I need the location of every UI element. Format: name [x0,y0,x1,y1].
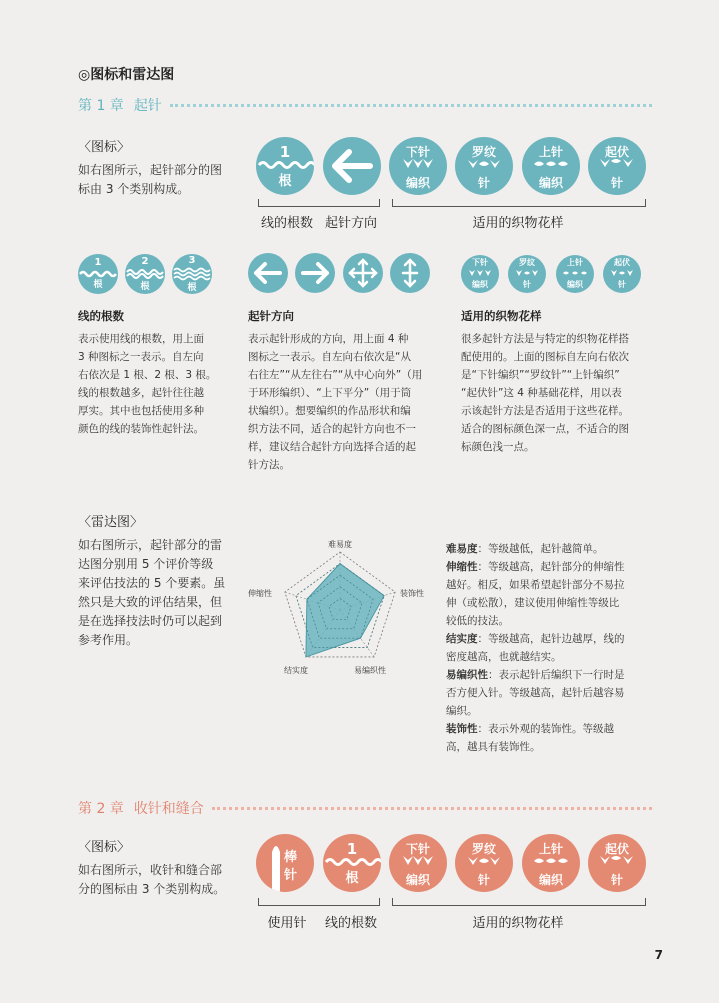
radar-explanation [446,540,661,756]
reverse-stockinette-icon [522,137,580,195]
icons2-intro-line2: 分的图标由 3 个类别构成。 [78,882,226,896]
yarn-count-coral-unit: 根 [345,871,359,886]
caption-pattern: 适用的织物花样 [472,216,564,231]
stockinette-small-label1: 下针 [472,258,488,267]
radar-term-desc: ：等级越低，起针越简单。 [477,543,604,555]
rib-icon [455,137,513,195]
garter-small-label2: 针 [618,280,626,289]
rib-small-label1: 罗纹 [519,258,535,267]
col3-line: 标颜色浅一点。 [461,441,535,453]
reverse-stockinette-label2: 编织 [538,176,563,190]
bracket-pattern-2 [392,898,646,906]
radar-intro-line: 如右图所示，起针部分的雷 [78,538,223,552]
yarn-3-unit: 根 [187,283,197,293]
radar-term-desc: 否方便入针。等级越高，起针后越容易 [446,687,625,699]
yarn-3-small-icon [172,254,212,294]
col3-text [461,330,661,456]
radar-intro-line: 达图分别用 5 个评价等级 [78,557,214,571]
yarn-3-number: 3 [188,255,196,266]
rib-coral-icon [455,834,513,892]
caption-pattern-2: 适用的织物花样 [472,916,564,931]
garter-small-label1: 起伏 [614,258,630,267]
radar-term-desc: ：等级越高，起针边越厚，线的 [477,633,625,645]
rib-coral-label2: 针 [477,873,490,887]
bracket-needle-yarn [258,898,380,906]
stockinette-small-icon [461,255,499,293]
bracket-yarn-direction [258,199,380,207]
radar-term-desc: 高，越具有装饰性。 [446,741,541,753]
stockinette-coral-icon [389,834,447,892]
col2-heading: 起针方向 [248,309,294,323]
col2-line: 图标之一表示。自左向右依次是“从 [248,351,411,363]
yarn-2-small-icon [125,254,165,294]
garter-label2: 针 [610,176,623,190]
col2-line: 右往左”“从左往右”“从中心向外”（用 [248,369,423,381]
needle-label2: 针 [284,868,298,883]
garter-coral-label2: 针 [610,873,623,887]
col3-line: 很多起针方法是与特定的织物花样搭 [461,333,629,345]
chapter-2-header [78,798,652,818]
rib-small-label2: 针 [523,280,531,289]
radar-intro-line: 来评估技法的 5 个要素。虽 [78,576,226,590]
radar-term-desc: 伸（或松散），建议使用伸缩性等级比 [446,597,620,609]
reverse-stockinette-label1: 上针 [538,145,563,159]
col2-line: 表示起针形成的方向，用上面 4 种 [248,333,409,345]
yarn-count-unit: 根 [278,174,292,189]
yarn-count-coral-icon [323,834,381,892]
page-title: ◎图标和雷达图 [78,67,175,83]
arrow-right-small-icon [295,253,335,293]
yarn-1-number: 1 [94,257,102,268]
yarn-2-number: 2 [141,256,149,267]
radar-term: 结实度 [446,633,478,645]
radar-term-desc: 编织。 [446,705,478,717]
radar-term-desc: 密度越高，也就越结实。 [446,651,562,663]
col3-line: “起伏针”这 4 种基础花样，用以表 [461,387,622,399]
col2-line: 样，建议结合起针方向选择合适的起 [248,441,416,453]
radar-intro-line: 然只是大致的评估结果，但 [78,595,223,609]
garter-small-icon [603,255,641,293]
caption-yarn-count: 线的根数 [260,216,313,231]
radar-explain-item [446,630,661,666]
radar-svg [240,530,440,690]
radar-term: 装饰性 [446,723,478,735]
col1-line: 3 种图标之一表示。自左向 [78,351,204,363]
icons-heading: 〈图标〉 [78,140,131,155]
rib-small-icon [508,255,546,293]
col3-heading: 适用的织物花样 [461,309,542,323]
rib-label2: 针 [477,176,490,190]
needle-label1: 棒 [284,850,298,865]
icons2-intro-line1: 如右图所示，收针和缝合部 [78,863,223,877]
garter-label1: 起伏 [604,145,629,159]
col3-line: 示该起针方法是否适用于这些花样。 [461,405,629,417]
radar-term-desc: 越好。相反，如果希望起针部分不易拉 [446,579,625,591]
radar-term: 伸缩性 [446,561,478,573]
radar-explain-item [446,666,661,720]
radar-data-area [306,564,384,657]
col1-text [78,330,238,438]
knitting-needle-icon [256,834,314,892]
radar-axis-label: 装饰性 [400,589,424,598]
chapter-1-divider [170,104,652,107]
col1-line: 线的根数越多，起针往往越 [78,387,204,399]
chapter-1-name: 起针 [133,98,162,114]
reverse-stockinette-coral-label1: 上针 [538,842,563,856]
chapter-2-name: 收针和缝合 [133,801,204,817]
col2-line: 状编织）。想要编织的作品形状和编 [248,405,411,417]
radar-explain-item [446,720,661,756]
reverse-stockinette-small-icon [556,255,594,293]
radar-intro-line: 是在选择技法时仍可以起到 [78,614,223,628]
reverse-stockinette-coral-label2: 编织 [538,873,563,887]
arrow-center-out-icon [343,253,383,293]
radar-term-desc: ：等级越高，起针部分的伸缩性 [477,561,625,573]
page-number: 7 [654,948,663,962]
col2-line: 织方法不同，适合的起针方向也不一 [248,423,416,435]
arrow-up-down-icon [390,253,430,293]
radar-heading: 〈雷达图〉 [78,515,144,530]
col1-line: 厚实。其中也包括使用多种 [78,405,204,417]
arrow-left-icon [323,137,381,195]
caption-needle: 使用针 [267,916,307,931]
col1-line: 右依次是 1 根、2 根、3 根。 [78,369,217,381]
stockinette-small-label2: 编织 [472,280,488,289]
rib-label1: 罗纹 [471,145,496,159]
radar-chart [240,530,440,690]
arrow-left-small-icon [248,253,288,293]
radar-term: 难易度 [446,543,478,555]
rib-coral-label1: 罗纹 [471,842,496,856]
yarn-1-unit: 根 [93,280,103,290]
yarn-count-number: 1 [279,143,291,161]
radar-axis-label: 伸缩性 [248,589,272,598]
chapter-1-header [78,95,652,115]
chapter-1-number: 第 1 章 [78,98,124,114]
caption-yarn-count-2: 线的根数 [324,916,377,931]
radar-intro [78,536,238,650]
radar-term-desc: ：表示起针后编织下一行时是 [488,669,625,681]
col3-line: 配使用的。上面的图标自左向右依次 [461,351,629,363]
yarn-count-coral-number: 1 [346,840,358,858]
yarn-2-unit: 根 [140,282,150,292]
garter-coral-icon [588,834,646,892]
garter-coral-label1: 起伏 [604,842,629,856]
radar-term-desc: ：表示外观的装饰性。等级越 [477,723,614,735]
stockinette-label2: 编织 [405,176,430,190]
radar-explain-item [446,540,661,558]
garter-icon [588,137,646,195]
radar-axis-label: 结实度 [284,666,308,675]
yarn-count-1-icon [256,137,314,195]
radar-intro-line: 参考作用。 [78,633,139,647]
chapter-2-number: 第 2 章 [78,801,124,817]
radar-explain-item [446,558,661,630]
col1-line: 表示使用线的根数，用上面 [78,333,204,345]
yarn-1-small-icon [78,254,118,294]
stockinette-coral-label1: 下针 [405,842,430,856]
icons-intro-line2: 标由 3 个类别构成。 [78,182,190,196]
reverse-stockinette-coral-icon [522,834,580,892]
stockinette-coral-label2: 编织 [405,873,430,887]
col1-line: 颜色的线的装饰性起针法。 [78,423,204,435]
bracket-pattern [392,199,646,207]
col1-heading: 线的根数 [78,309,124,323]
col3-line: 适合的图标颜色深一点，不适合的图 [461,423,629,435]
radar-axis-label: 难易度 [328,540,352,549]
col2-line: 于环形编织）、“上下平分”（用于筒 [248,387,412,399]
col2-line: 针方法。 [248,459,290,471]
reverse-stockinette-small-label2: 编织 [567,280,583,289]
caption-direction: 起针方向 [324,216,377,231]
stockinette-label1: 下针 [405,145,430,159]
stockinette-icon [389,137,447,195]
reverse-stockinette-small-label1: 上针 [567,258,583,267]
icons-intro-line1: 如右图所示，起针部分的图 [78,163,223,177]
radar-term-desc: 较低的技法。 [446,615,509,627]
radar-axis-label: 易编织性 [354,666,386,675]
radar-term: 易编织性 [446,669,488,681]
chapter-2-divider [212,807,652,810]
icons2-heading: 〈图标〉 [78,840,131,855]
col3-line: 是“下针编织”“罗纹针”“上针编织” [461,369,620,381]
col2-text [248,330,448,474]
